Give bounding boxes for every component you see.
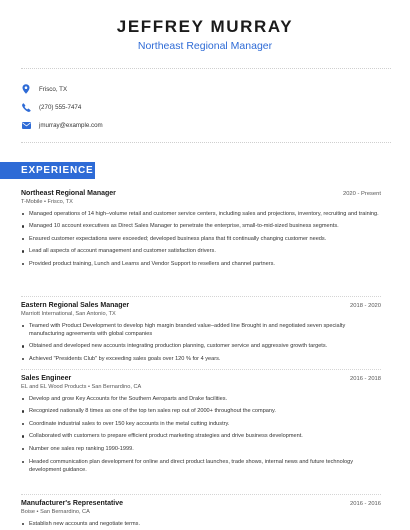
bullet-item: Collaborated with customers to prepare efficient product marketing strategies and drive business development. (21, 432, 381, 440)
job-entry (21, 296, 381, 363)
job-title: Eastern Regional Sales Manager (21, 302, 130, 309)
job-company: EL and EL Wood Products (21, 384, 87, 390)
job-separator (21, 369, 381, 370)
job-location: San Antonio, TX (75, 311, 116, 317)
job-dates: 2018 - 2020 (350, 303, 381, 309)
contact-divider (21, 142, 391, 143)
experience-heading: EXPERIENCE (0, 162, 95, 179)
bullet-item: Recognized nationally 8 times as one of the top ten sales rep out of 2000+ throughout the company. (21, 407, 381, 415)
job-bullets (21, 520, 381, 528)
contact-location (21, 83, 67, 95)
bullet-item: Managed 10 account executives as Direct Sales Manager to penetrate the enterprise, small-to-mid-sized business segments. (21, 222, 381, 230)
map-pin-icon (21, 84, 31, 94)
candidate-name: JEFFREY MURRAY (116, 17, 294, 36)
bullet-item: Number one sales rep ranking 1990-1999. (21, 445, 381, 453)
job-company-line: Boise • San Bernardino, CA (21, 509, 90, 515)
job-separator (21, 296, 381, 297)
job-title: Northeast Regional Manager (21, 190, 116, 197)
job-location: San Bernardino, CA (40, 509, 90, 515)
phone-icon (21, 102, 31, 112)
job-separator (21, 494, 381, 495)
job-title: Manufacturer's Representative (21, 500, 124, 507)
job-location: Frisco, TX (47, 199, 73, 205)
job-dates: 2016 - 2018 (350, 376, 381, 382)
job-company: Boise (21, 509, 35, 515)
contact-email[interactable] (21, 119, 103, 131)
bullet-item: Managed operations of 14 high–volume retail and customer service centers, including sales and projections, inventory, recruiting and training. (21, 210, 381, 218)
bullet-item: Ensured customer expectations were exceeded; developed business plans that fit continually changing customer needs. (21, 235, 381, 243)
bullet-item: Coordinate industrial sales to over 150 key accounts in the metal cutting industry. (21, 420, 381, 428)
bullet-item: Provided product training, Lunch and Learns and Vendor Support to resellers and channel partners. (21, 260, 381, 268)
job-dates: 2016 - 2016 (350, 501, 381, 507)
job-company: T-Mobile (21, 199, 43, 205)
bullet-item: Obtained and developed new accounts integrating production planning, customer service and aggressive growth targets. (21, 342, 381, 350)
job-dates: 2020 - Present (342, 191, 381, 197)
bullet-item: Develop and grow Key Accounts for the Southern Aeroparts and Drake facilities. (21, 395, 381, 403)
job-entry (21, 369, 381, 474)
job-bullets (21, 395, 381, 474)
location-text: Frisco, TX (39, 85, 68, 93)
envelope-icon (21, 120, 31, 130)
job-company-line: EL and EL Wood Products • San Bernardino, CA (21, 384, 142, 390)
email-link[interactable]: jmurray@example.com (39, 121, 103, 129)
bullet-item: Achieved "Presidents Club" by exceeding sales goals over 120 % for 4 years. (21, 355, 381, 363)
job-title: Sales Engineer (21, 375, 72, 382)
job-company-line: Marriott International, San Antonio, TX (21, 311, 116, 317)
job-company: Marriott International (21, 311, 73, 317)
job-title-headline: Northeast Regional Manager (137, 40, 273, 52)
job-bullets (21, 210, 381, 268)
bullet-item: Lead all aspects of account management and customer satisfaction drivers. (21, 247, 381, 255)
contact-phone (21, 101, 81, 113)
bullet-item: Teamed with Product Development to develop high margin branded value–added line Brought in and negotiated seven specialty manufacturing agreements with global companies (21, 322, 381, 338)
job-entry (21, 190, 381, 268)
header-divider (21, 68, 391, 69)
job-company-line: T-Mobile • Frisco, TX (21, 199, 73, 205)
phone-text: (270) 555-7474 (39, 103, 82, 111)
bullet-item: Headed communication plan development for online and direct product launches, trade shows, internal news and future technology development guidance. (21, 458, 381, 474)
job-bullets (21, 322, 381, 363)
bullet-item: Establish new accounts and negotiate terms. (21, 520, 381, 528)
job-entry (21, 494, 381, 528)
job-location: San Bernardino, CA (91, 384, 142, 390)
